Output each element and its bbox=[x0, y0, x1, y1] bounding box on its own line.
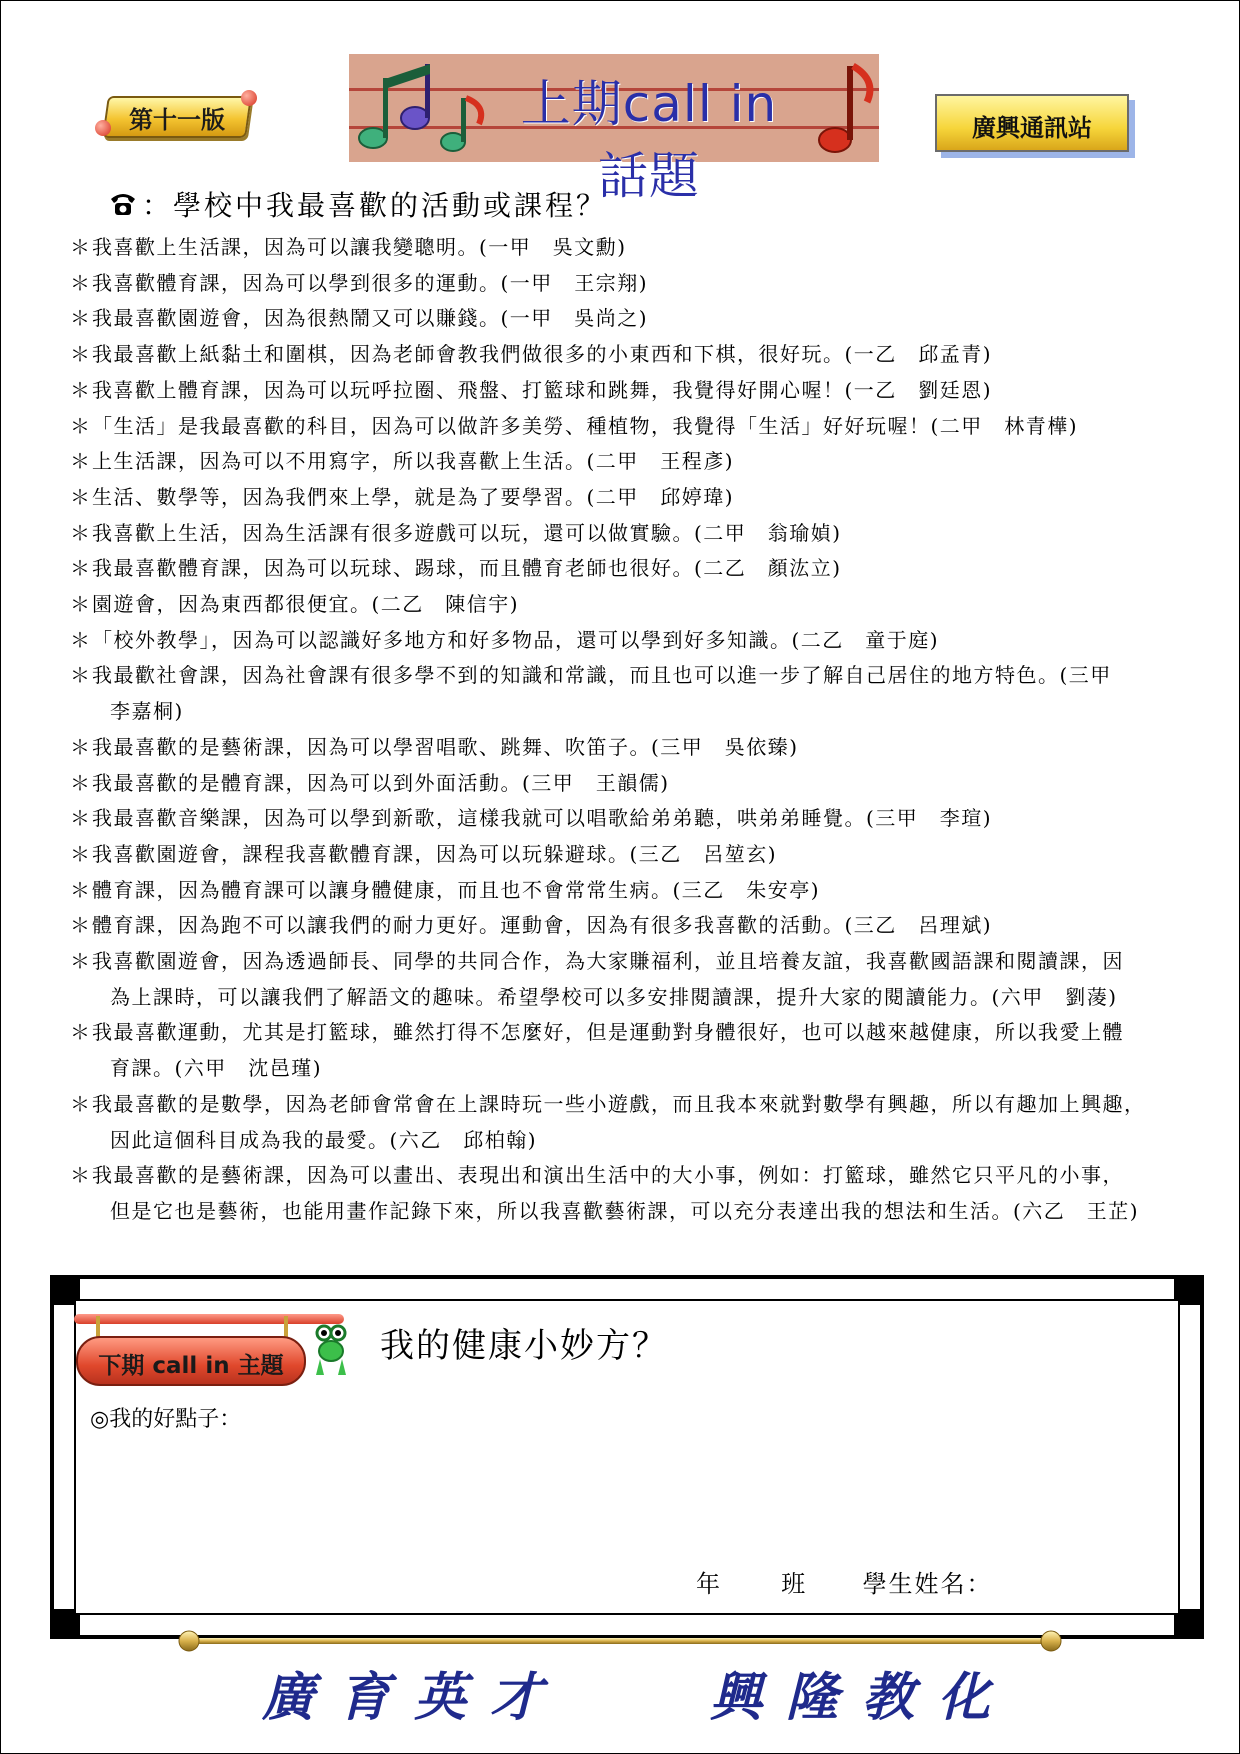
answer-list bbox=[70, 230, 1180, 1230]
answer-item bbox=[70, 373, 1180, 409]
question-text: 學校中我最喜歡的活動或課程？ bbox=[173, 189, 608, 222]
idea-label: ◎我的好點子： bbox=[90, 1407, 242, 1432]
next-call-in-label: 下期 call in 主題 bbox=[98, 1353, 284, 1379]
answer-text: 我最喜歡的是數學，因為老師會常會在上課時玩一些小遊戲，而且我本來就對數學有興趣，所以有趣加上興趣， bbox=[92, 1091, 1146, 1116]
answer-item bbox=[70, 944, 1180, 1015]
answer-item bbox=[70, 658, 1180, 729]
music-note-icon bbox=[805, 60, 877, 156]
answer-item bbox=[70, 444, 1180, 480]
answer-item bbox=[70, 801, 1180, 837]
answer-item bbox=[70, 1087, 1180, 1158]
answer-item bbox=[70, 480, 1180, 516]
bullet-star: ＊ bbox=[70, 270, 92, 295]
answer-text: 「生活」是我最喜歡的科目，因為可以做許多美勞、種植物，我覺得「生活」好好玩喔！(二甲 林青樺) bbox=[92, 413, 1079, 438]
bullet-star: ＊ bbox=[70, 377, 92, 402]
answer-text: 我最歡社會課，因為社會課有很多學不到的知識和常識，而且也可以進一步了解自己居住的地方特色。(三甲 bbox=[92, 663, 1112, 688]
motto-left: 廣育英才 bbox=[262, 1667, 567, 1728]
answer-text: 生活、數學等，因為我們來上學，就是為了要學習。(二甲 邱婷瑋) bbox=[92, 484, 735, 509]
answer-text: 我最喜歡園遊會，因為很熱鬧又可以賺錢。(一甲 吳尚之) bbox=[92, 306, 649, 331]
bullet-star: ＊ bbox=[70, 413, 92, 438]
next-call-in-tag bbox=[74, 1314, 344, 1379]
answer-item bbox=[70, 337, 1180, 373]
bullet-star: ＊ bbox=[70, 1020, 92, 1045]
answer-text: 我最喜歡音樂課，因為可以學到新歌，這樣我就可以唱歌給弟弟聽，哄弟弟睡覺。(三甲 李瑄) bbox=[92, 806, 993, 831]
bullet-star: ＊ bbox=[70, 342, 92, 367]
bullet-star: ＊ bbox=[70, 235, 92, 259]
answer-text: 我最喜歡體育課，因為可以玩球、踢球，而且體育老師也很好。(二乙 顏汯立) bbox=[92, 556, 842, 581]
answer-text: 我最喜歡上紙黏土和圍棋，因為老師會教我們做很多的小東西和下棋，很好玩。(一乙 邱孟青) bbox=[92, 342, 993, 367]
bullet-star: ＊ bbox=[70, 1091, 92, 1116]
answer-item bbox=[70, 516, 1180, 552]
bullet-star: ＊ bbox=[70, 592, 92, 617]
bullet-star: ＊ bbox=[70, 841, 92, 866]
bullet-star: ＊ bbox=[70, 484, 92, 509]
bullet-star: ＊ bbox=[70, 949, 92, 974]
bullet-star: ＊ bbox=[70, 306, 92, 331]
bullet-star: ＊ bbox=[70, 1163, 92, 1188]
answer-text: 我喜歡上體育課，因為可以玩呼拉圈、飛盤、打籃球和跳舞，我覺得好開心喔！(一乙 劉廷恩) bbox=[92, 377, 993, 402]
question-heading bbox=[108, 184, 607, 224]
bullet-star: ＊ bbox=[70, 913, 92, 938]
answer-text: 我喜歡園遊會，因為透過師長、同學的共同合作，為大家賺福利，並且培養友誼，我喜歡國語課和閱讀課，因 bbox=[92, 949, 1124, 974]
station-badge bbox=[935, 94, 1129, 152]
answer-text: 上生活課，因為可以不用寫字，所以我喜歡上生活。(二甲 王程彥) bbox=[92, 449, 735, 474]
answer-text: 我最喜歡的是藝術課，因為可以畫出、表現出和演出生活中的大小事，例如：打籃球，雖然它只平凡的小事， bbox=[92, 1163, 1124, 1188]
bullet-star: ＊ bbox=[70, 734, 92, 759]
grade-label: 年 bbox=[696, 1570, 722, 1598]
answer-item bbox=[70, 1158, 1180, 1229]
bullet-star: ＊ bbox=[70, 806, 92, 831]
answer-text: 體育課，因為體育課可以讓身體健康，而且也不會常常生病。(三乙 朱安亭) bbox=[92, 877, 821, 902]
answer-item bbox=[70, 551, 1180, 587]
answer-text: 我喜歡體育課，因為可以學到很多的運動。(一甲 王宗翔) bbox=[92, 270, 649, 295]
music-notes-icon bbox=[353, 58, 493, 158]
answer-text: 「校外教學」，因為可以認識好多地方和好多物品，還可以學到好多知識。(二乙 童于庭) bbox=[92, 627, 940, 652]
student-name-label: 學生姓名： bbox=[862, 1570, 993, 1598]
banner-title: 上期call in話題 bbox=[520, 75, 778, 205]
answer-text: 但是它也是藝術，也能用畫作記錄下來，所以我喜歡藝術課，可以充分表達出我的想法和生活。(六乙 王芷) bbox=[110, 1198, 1140, 1223]
answer-item bbox=[70, 1015, 1180, 1086]
class-label: 班 bbox=[781, 1570, 808, 1598]
answer-text: 我最喜歡運動，尤其是打籃球，雖然打得不怎麼好，但是運動對身體很好，也可以越來越健康，所以我愛上體 bbox=[92, 1020, 1124, 1045]
next-topic: 我的健康小妙方？ bbox=[380, 1326, 668, 1366]
answer-item bbox=[70, 266, 1180, 302]
bullet-star: ＊ bbox=[70, 663, 92, 688]
answer-text: 李嘉桐) bbox=[110, 699, 184, 724]
bullet-star: ＊ bbox=[70, 877, 92, 902]
answer-text: 我喜歡上生活課，因為可以讓我變聰明。(一甲 吳文勳) bbox=[92, 235, 627, 259]
banner bbox=[349, 54, 879, 205]
bullet-star: ＊ bbox=[70, 627, 92, 652]
answer-item bbox=[70, 587, 1180, 623]
answer-text: 我喜歡園遊會，課程我喜歡體育課，因為可以玩躲避球。(三乙 呂堃玄) bbox=[92, 841, 778, 866]
answer-item bbox=[70, 837, 1180, 873]
bullet-star: ＊ bbox=[70, 520, 92, 545]
answer-text: 為上課時，可以讓我們了解語文的趣味。希望學校可以多安排閱讀課，提升大家的閱讀能力。(六甲 劉蓤) bbox=[110, 984, 1118, 1009]
telephone-icon bbox=[108, 189, 138, 219]
bullet-star: ＊ bbox=[70, 556, 92, 581]
answer-text: 體育課，因為跑不可以讓我們的耐力更好。運動會，因為有很多我喜歡的活動。(三乙 呂理斌) bbox=[92, 913, 993, 938]
answer-item bbox=[70, 230, 1180, 266]
edition-badge bbox=[95, 90, 255, 142]
answer-item bbox=[70, 730, 1180, 766]
answer-item bbox=[70, 873, 1180, 909]
edition-label: 第十一版 bbox=[129, 106, 225, 134]
question-prefix: ： bbox=[142, 189, 174, 222]
answer-text: 育課。(六甲 沈邑瑾) bbox=[110, 1056, 323, 1081]
answer-item bbox=[70, 623, 1180, 659]
answer-item bbox=[70, 409, 1180, 445]
motto-right: 興隆教化 bbox=[710, 1667, 1015, 1728]
motto-divider bbox=[178, 1630, 1062, 1652]
answer-text: 我最喜歡的是體育課，因為可以到外面活動。(三甲 王韻儒) bbox=[92, 770, 670, 795]
station-label: 廣興通訊站 bbox=[972, 114, 1092, 142]
bullet-star: ＊ bbox=[70, 770, 92, 795]
bullet-star: ＊ bbox=[70, 449, 92, 474]
answer-item bbox=[70, 301, 1180, 337]
student-info-line bbox=[696, 1564, 993, 1599]
answer-text: 我喜歡上生活，因為生活課有很多遊戲可以玩，還可以做實驗。(二甲 翁瑜媜) bbox=[92, 520, 842, 545]
answer-text: 園遊會，因為東西都很便宜。(二乙 陳信宇) bbox=[92, 592, 520, 617]
answer-text: 我最喜歡的是藝術課，因為可以學習唱歌、跳舞、吹笛子。(三甲 吳依臻) bbox=[92, 734, 799, 759]
answer-text: 因此這個科目成為我的最愛。(六乙 邱柏翰) bbox=[110, 1127, 538, 1152]
answer-item bbox=[70, 766, 1180, 802]
frog-icon bbox=[314, 1323, 348, 1377]
answer-item bbox=[70, 908, 1180, 944]
